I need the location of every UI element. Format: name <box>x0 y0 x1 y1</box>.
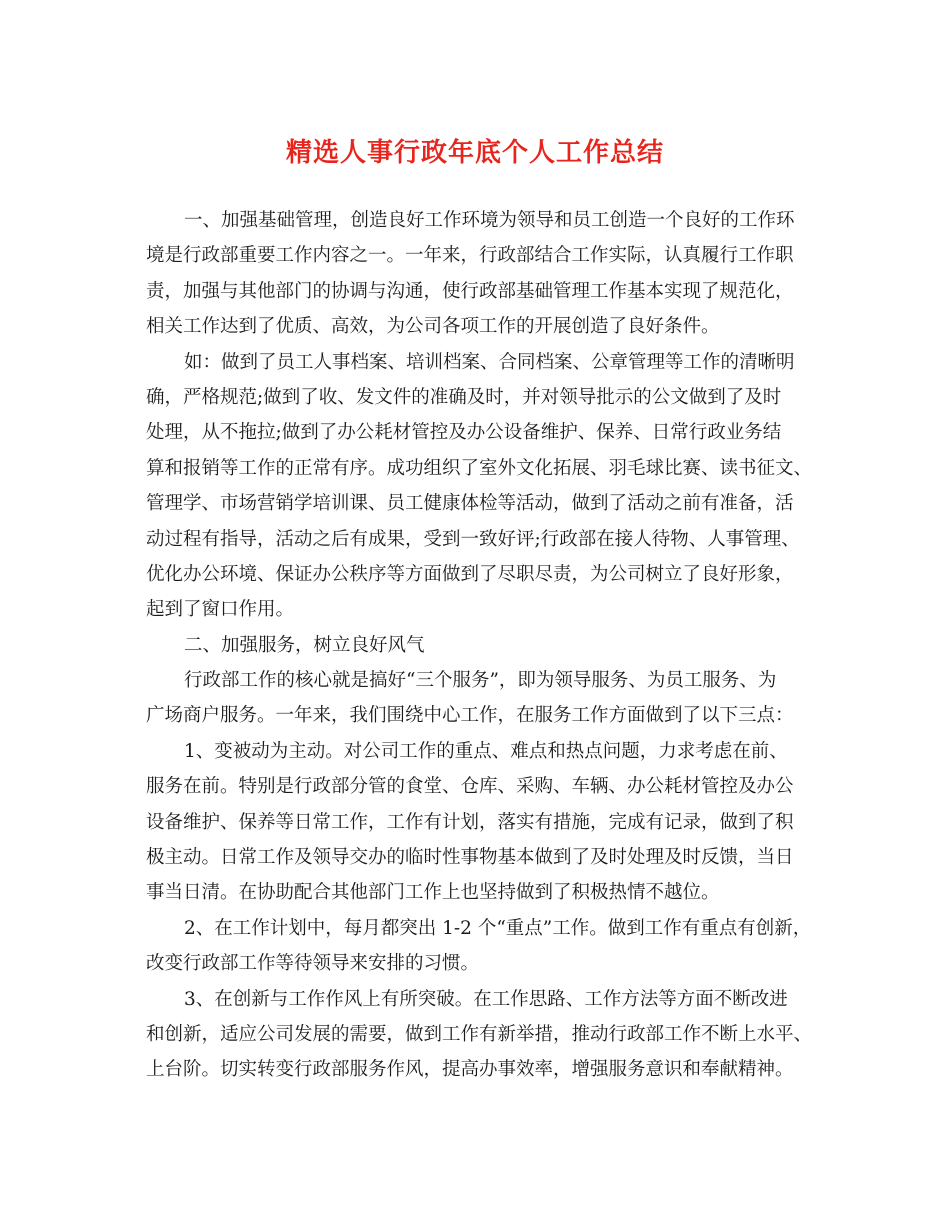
text-line: 极主动。日常工作及领导交办的临时性事物基本做到了及时处理及时反馈，当日 <box>146 847 794 869</box>
text-line: 确，严格规范;做到了收、发文件的准确及时，并对领导批示的公文做到了及时 <box>146 386 782 408</box>
text-line: 2、在工作计划中，每月都突出 1-2 个“重点”工作。做到工作有重点有创新， <box>184 917 812 939</box>
text-line: 一、加强基础管理，创造良好工作环境为领导和员工创造一个良好的工作环 <box>184 210 795 231</box>
text-line: 上台阶。切实转变行政部服务作风，提高办事效率，增强服务意识和奉献精神。 <box>146 1059 794 1081</box>
text-line: 广场商户服务。一年来，我们围绕中心工作，在服务工作方面做到了以下三点： <box>146 705 794 727</box>
document-title: 精选人事行政年底个人工作总结 <box>285 138 664 168</box>
text-line: 行政部工作的核心就是搞好“三个服务”，即为领导服务、为员工服务、为 <box>184 670 777 692</box>
text-line: 1、变被动为主动。对公司工作的重点、难点和热点问题，力求考虑在前、 <box>184 740 788 762</box>
text-line: 处理，从不拖拉;做到了办公耗材管控及办公设备维护、保养、日常行政业务结 <box>146 422 782 444</box>
document-body <box>146 203 818 1088</box>
text-line: 服务在前。特别是行政部分管的食堂、仓库、采购、车辆、办公耗材管控及办公 <box>146 776 794 798</box>
text-line: 算和报销等工作的正常有序。成功组织了室外文化拓展、羽毛球比赛、读书征文、 <box>146 457 813 479</box>
text-line: 3、在创新与工作作风上有所突破。在工作思路、工作方法等方面不断改进 <box>184 988 788 1010</box>
text-line: 和创新，适应公司发展的需要，做到工作有新举措，推动行政部工作不断上水平、 <box>146 1023 813 1045</box>
text-line: 事当日清。在协助配合其他部门工作上也坚持做到了积极热情不越位。 <box>146 882 720 904</box>
text-line: 管理学、市场营销学培训课、员工健康体检等活动，做到了活动之前有准备，活 <box>146 493 794 515</box>
text-line: 优化办公环境、保证办公秩序等方面做到了尽职尽责，为公司树立了良好形象， <box>146 563 794 585</box>
text-line: 二、加强服务，树立良好风气 <box>184 634 425 656</box>
text-line: 改变行政部工作等待领导来安排的习惯。 <box>146 953 480 975</box>
text-line: 责，加强与其他部门的协调与沟通，使行政部基础管理工作基本实现了规范化， <box>146 280 794 302</box>
text-line: 境是行政部重要工作内容之一。一年来，行政部结合工作实际，认真履行工作职 <box>146 245 794 267</box>
text-line: 设备维护、保养等日常工作，工作有计划，落实有措施，完成有记录，做到了积 <box>146 811 794 833</box>
text-line: 动过程有指导，活动之后有成果，受到一致好评;行政部在接人待物、人事管理、 <box>146 528 800 550</box>
text-line: 相关工作达到了优质、高效，为公司各项工作的开展创造了良好条件。 <box>146 316 720 338</box>
text-line: 起到了窗口作用。 <box>146 599 295 621</box>
text-line: 如：做到了员工人事档案、培训档案、合同档案、公章管理等工作的清晰明 <box>184 351 795 373</box>
